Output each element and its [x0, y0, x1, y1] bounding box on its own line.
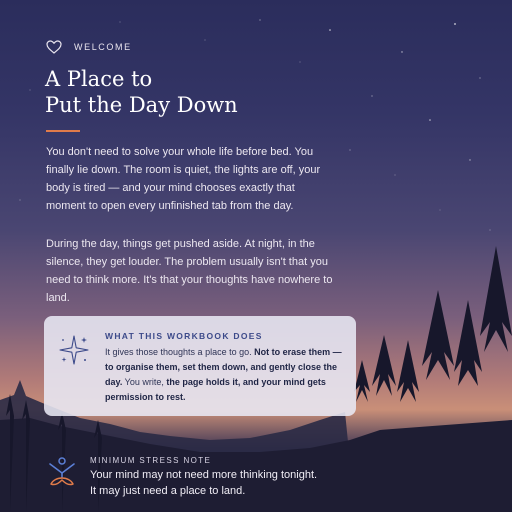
sparkle-icon [58, 334, 90, 366]
card-body [105, 345, 345, 405]
workbook-card [44, 316, 356, 416]
accent-divider [46, 130, 80, 132]
note-line-2: It may just need a place to land. [90, 485, 246, 497]
card-body-bold-2: the page holds it, and your mind gets permission to rest. [105, 377, 326, 402]
title-line-2: Put the Day Down [45, 93, 238, 117]
card-body-part-3: You write, [122, 377, 167, 387]
intro-paragraph-2: During the day, things get pushed aside. At night, in the silence, they get louder. The problem usually isn't that you need to think more. It's that your thoughts have nowhere to land. [46, 238, 333, 304]
note-heading: MINIMUM STRESS NOTE [90, 456, 212, 465]
heart-icon [46, 40, 62, 54]
card-body-bold-1: Not to erase them — to organise them, set them down, and gently close the day. [105, 347, 342, 387]
note-line-1: Your mind may not need more thinking tonight. [90, 469, 318, 481]
title-line-1: A Place to [45, 67, 153, 91]
meditation-icon [46, 456, 78, 488]
card-heading: WHAT THIS WORKBOOK DOES [105, 331, 263, 341]
note-text [90, 467, 390, 499]
intro-paragraph-1: You don't need to solve your whole life before bed. You finally lie down. The room is quiet, the lights are off, your body is tired — and your mind chooses exactly that moment to open every unfinished tab from the day. [46, 146, 321, 212]
page-title [45, 66, 238, 118]
welcome-header [46, 40, 132, 54]
welcome-label: WELCOME [74, 42, 132, 52]
card-body-part-1: It gives those thoughts a place to go. [105, 347, 255, 357]
